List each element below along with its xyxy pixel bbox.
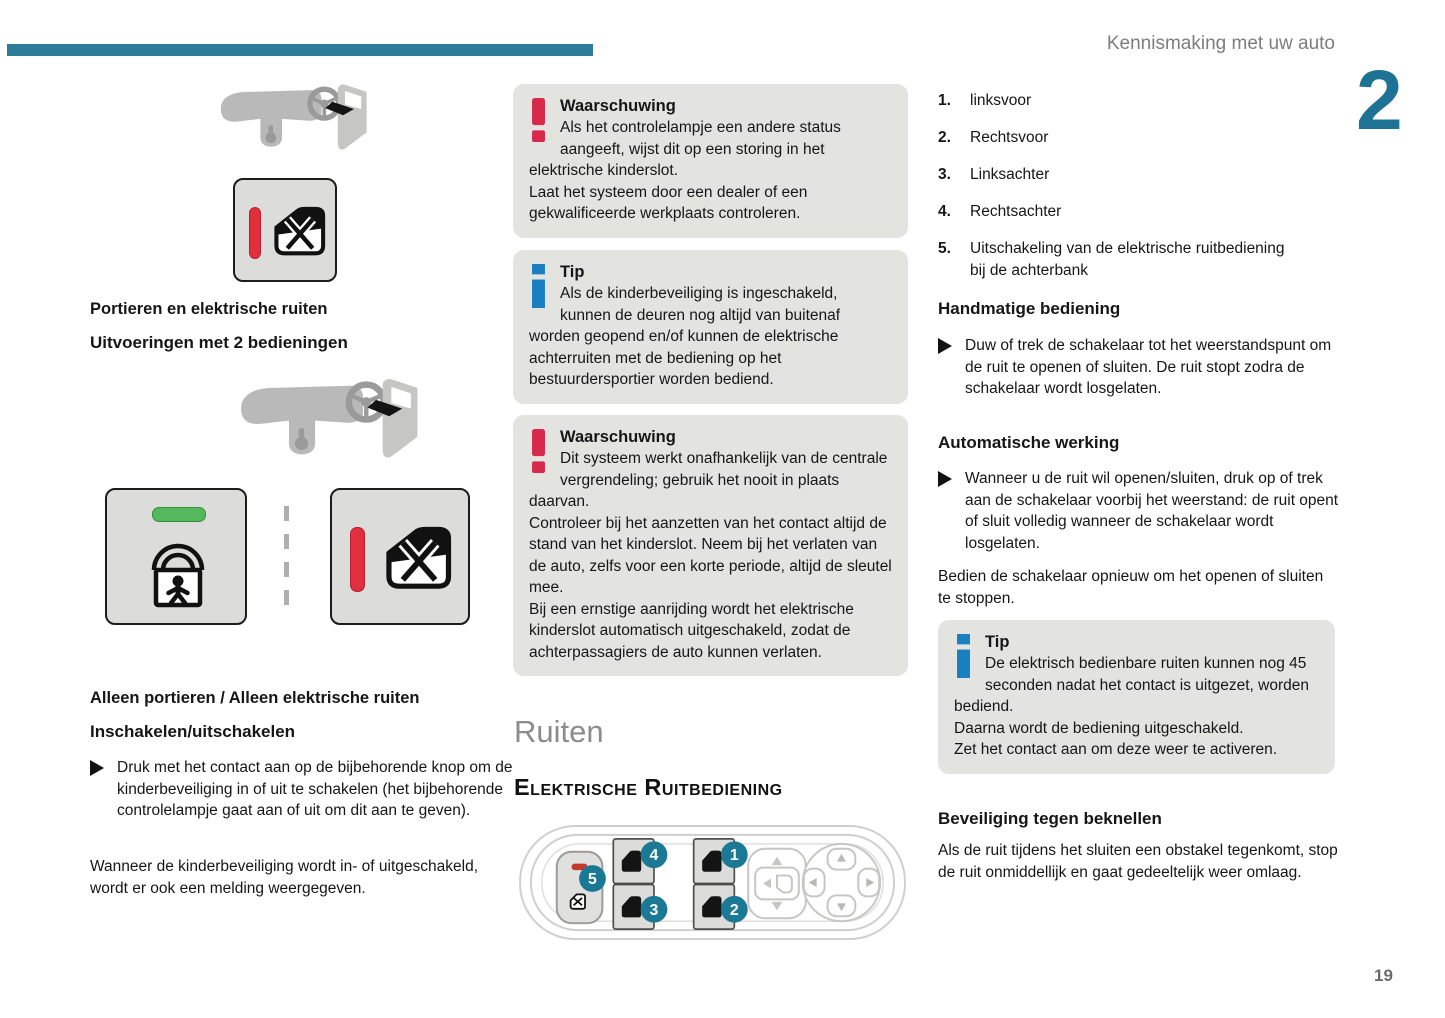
legend-num: 4. xyxy=(938,203,951,220)
chapter-number: 2 xyxy=(1356,53,1403,147)
legend-num: 3. xyxy=(938,166,951,183)
child-lock-icon xyxy=(140,537,216,613)
bullet-enable xyxy=(90,757,517,822)
tip-text: Daarna wordt de bediening uitgeschakeld. xyxy=(954,719,1244,737)
dashboard-door-icon-large xyxy=(228,372,424,467)
page-number: 19 xyxy=(1374,966,1393,985)
window-controls-diagram xyxy=(517,822,909,946)
legend-text: Linksachter xyxy=(970,166,1050,183)
para-stop: Bedien de schakelaar opnieuw om het openen of sluiten te stoppen. xyxy=(938,568,1324,607)
legend-num: 5. xyxy=(938,240,951,257)
legend-item xyxy=(938,201,1338,223)
legend-text: Uitschakeling van de elektrische ruitbediening bij de achterbank xyxy=(970,240,1285,279)
tip-title: Tip xyxy=(560,263,585,281)
bullet-automatic xyxy=(938,468,1345,554)
bullet-arrow-icon xyxy=(938,338,952,354)
window-disable-button-icon xyxy=(233,178,337,282)
para-anti-pinch: Als de ruit tijdens het sluiten een obstakel tegenkomt, stop de ruit onmiddellijk en gaat gedeeltelijk weer omlaag. xyxy=(938,842,1338,881)
legend-item xyxy=(938,90,1338,112)
tip-text: De elektrisch bedienbare ruiten kunnen nog 45 seconden nadat het contact is uitgezet, worden bediend. xyxy=(954,655,1309,715)
legend-item xyxy=(938,238,1338,281)
diagram-legend xyxy=(938,90,1338,297)
window-disable-button-icon-2 xyxy=(330,488,470,625)
warning-box-1 xyxy=(513,84,908,238)
legend-text: Rechtsachter xyxy=(970,203,1062,220)
legend-num: 2. xyxy=(938,129,951,146)
bullet-manual-text: Duw of trek de schakelaar tot het weerstandspunt om de ruit te openen of sluiten. De ruit stopt zodra de schakelaar wordt losgelaten. xyxy=(965,337,1332,397)
tip-box-1 xyxy=(513,250,908,404)
window-switches-icons xyxy=(613,839,734,929)
warning-icon xyxy=(529,98,551,144)
tip-text: Als de kinderbeveiliging is ingeschakeld, kunnen de deuren nog altijd van buitenaf worden geopend en/of kunnen de elektrische achterruiten met de bediening op het bestuurdersportier worden bediend. xyxy=(529,285,841,388)
bullet-arrow-icon xyxy=(90,760,104,776)
heading-enable-disable: Inschakelen/uitschakelen xyxy=(90,722,296,741)
callout-2: 2 xyxy=(729,901,739,919)
legend-item xyxy=(938,164,1338,186)
heading-automatic-operation: Automatische werking xyxy=(938,433,1120,452)
warning-icon xyxy=(529,429,551,475)
bullet-automatic-text: Wanneer u de ruit wil openen/sluiten, druk op of trek aan de schakelaar voorbij het weerstand: de ruit opent of sluit volledig wanneer de schakelaar wordt losgelaten. xyxy=(965,470,1339,552)
heading-versions: Uitvoeringen met 2 bedieningen xyxy=(90,333,348,352)
warning-text: Als het controlelampje een andere status aangeeft, wijst dit op een storing in het elektrische kinderslot. xyxy=(529,119,841,179)
tip-info-icon xyxy=(954,634,976,680)
red-indicator-icon xyxy=(249,207,261,259)
heading-manual-operation: Handmatige bediening xyxy=(938,299,1121,318)
subsection-heading-elektrische-ruitbediening: Elektrische Ruitbediening xyxy=(514,774,783,800)
mirror-selector-icon xyxy=(748,849,806,918)
bullet-arrow-icon xyxy=(938,471,952,487)
child-lock-button-icon xyxy=(105,488,247,625)
tip-text: Zet het contact aan om deze weer te activeren. xyxy=(954,741,1278,758)
warning-title: Waarschuwing xyxy=(560,428,676,446)
warning-text: Bij een ernstige aanrijding wordt het elektrische kinderslot automatisch uitgeschakeld, zodat de achterpassagiers de auto kunnen verlaten. xyxy=(529,600,854,661)
window-cross-icon xyxy=(271,203,329,261)
legend-text: Rechtsvoor xyxy=(970,129,1049,146)
callout-1: 1 xyxy=(729,847,739,865)
tip-box-2 xyxy=(938,620,1335,774)
warning-text: Dit systeem werkt onafhankelijk van de centrale vergrendeling; gebruik het nooit in plaats daarvan. xyxy=(529,450,888,510)
divider-dashed xyxy=(284,506,289,608)
section-heading-ruiten: Ruiten xyxy=(514,714,604,749)
heading-anti-pinch: Beveiliging tegen beknellen xyxy=(938,809,1162,828)
callout-4: 4 xyxy=(649,847,659,865)
warning-text: Laat het systeem door een dealer of een gekwalificeerde werkplaats controleren. xyxy=(529,183,808,222)
warning-box-2 xyxy=(513,415,908,676)
bullet-enable-text: Druk met het contact aan op de bijbehorende knop om de kinderbeveiliging in of uit te schakelen (het bijbehorende controlelampje gaat aan of uit om dit aan te geven). xyxy=(117,759,513,819)
caption-only-doors-windows: Alleen portieren / Alleen elektrische ruiten xyxy=(90,689,420,707)
warning-text: Controleer bij het aanzetten van het contact altijd de stand van het kinderslot. Neem bij het verlaten van de auto, zelfs voor een korte periode, altijd de sleutel mee. xyxy=(529,514,892,596)
mirror-adjust-pad-icon xyxy=(803,844,880,921)
callout-5: 5 xyxy=(588,871,597,888)
caption-doors-windows: Portieren en elektrische ruiten xyxy=(90,300,328,318)
tip-title: Tip xyxy=(985,633,1010,651)
callout-3: 3 xyxy=(649,901,659,919)
dashboard-door-icon xyxy=(205,82,377,154)
window-cross-icon xyxy=(382,522,456,596)
legend-item xyxy=(938,127,1338,149)
green-indicator-icon xyxy=(152,507,206,522)
legend-num: 1. xyxy=(938,92,951,109)
tip-info-icon xyxy=(529,264,551,310)
breadcrumb: Kennismaking met uw auto xyxy=(1106,33,1335,54)
bullet-manual xyxy=(938,335,1340,400)
para-message: Wanneer de kinderbeveiliging wordt in- of uitgeschakeld, wordt er ook een melding weergegeven. xyxy=(90,858,479,897)
warning-title: Waarschuwing xyxy=(560,97,676,115)
accent-bar xyxy=(7,44,593,56)
legend-text: linksvoor xyxy=(970,92,1032,109)
red-indicator-icon xyxy=(350,527,365,592)
